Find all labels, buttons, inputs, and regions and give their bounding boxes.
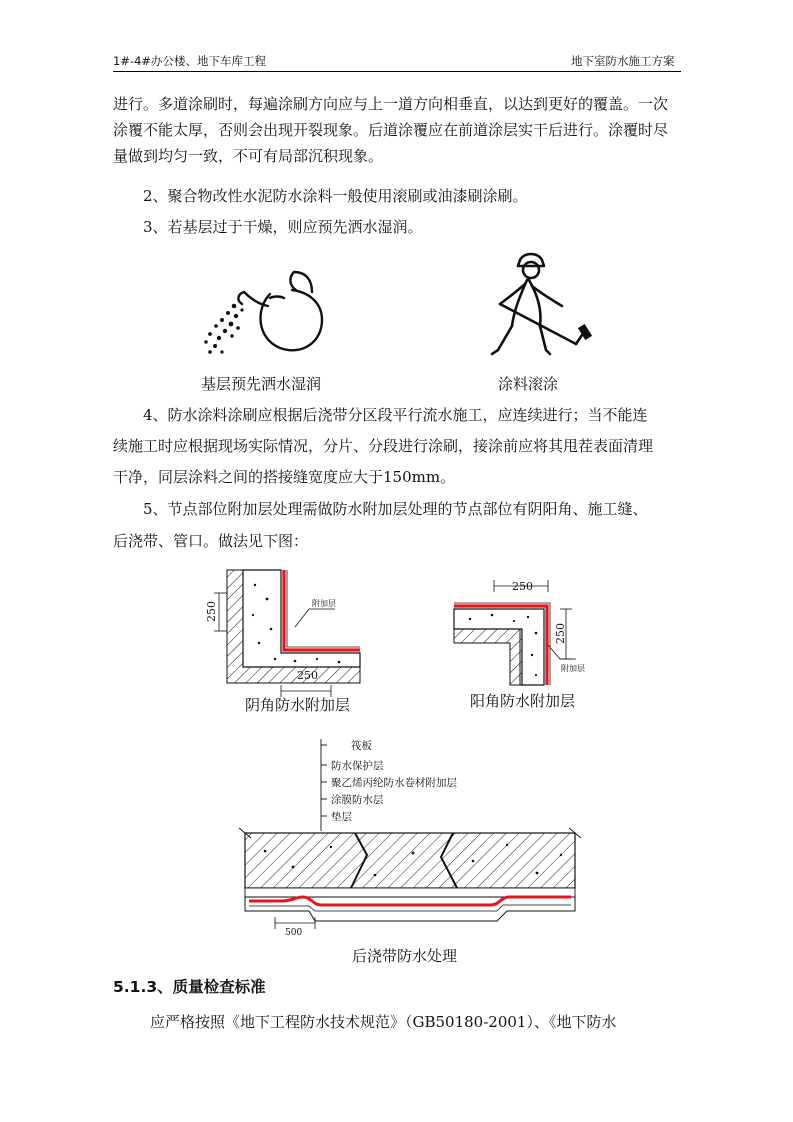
inner-corner-caption: 阴角防水附加层: [245, 696, 351, 714]
outer-corner-caption: 阳角防水附加层: [470, 692, 576, 710]
outer-corner-label: 附加层: [561, 664, 585, 673]
section-text: 应严格按照《地下工程防水技术规范》（GB50180-2001）、《地下防水: [150, 1013, 617, 1031]
inner-corner-label: 附加层: [312, 599, 336, 608]
outer-corner-dim-v: 250: [554, 623, 567, 644]
post-pour-label-4: 垫层: [331, 811, 352, 823]
roller-caption: 涂料滚涂: [498, 375, 559, 393]
inner-corner-dim-h: 250: [297, 669, 318, 682]
para4-line1: 4、防水涂料涂刷应根据后浇带分区段平行流水施工，应连续进行；当不能连: [143, 406, 648, 424]
roller-illustration: [480, 250, 600, 365]
para4-line3: 干净，同层涂料之间的搭接缝宽度应大于150mm。: [113, 468, 456, 486]
para3: 3、若基层过于干燥，则应预先洒水湿润。: [143, 218, 423, 236]
header-left: 1#-4#办公楼、地下车库工程: [113, 54, 267, 68]
post-pour-label-0: 筏板: [351, 740, 372, 752]
para5-line1: 5、节点部位附加层处理需做防水附加层处理的节点部位有阴阳角、施工缝、: [143, 500, 648, 518]
watering-caption: 基层预先洒水湿润: [201, 375, 322, 393]
post-pour-label-2: 聚乙烯丙纶防水卷材附加层: [331, 777, 457, 789]
inner-corner-diagram: [205, 565, 375, 715]
para1-line1: 进行。多道涂刷时，每遍涂刷方向应与上一道方向相垂直，以达到更好的覆盖。一次: [113, 95, 669, 113]
para1-line2: 涂覆不能太厚，否则会出现开裂现象。后道涂覆应在前道涂层实干后进行。涂覆时尽: [113, 121, 669, 139]
header-right: 地下室防水施工方案: [571, 54, 675, 68]
watering-can-illustration: [198, 268, 328, 364]
outer-corner-diagram: [440, 573, 610, 693]
para1-line3: 量做到均匀一致，不可有局部沉积现象。: [113, 147, 384, 165]
post-pour-caption: 后浇带防水处理: [352, 947, 458, 965]
inner-corner-dim-v: 250: [205, 601, 218, 622]
para4-line2: 续施工时应根据现场实际情况，分片、分段进行涂刷，接涂前应将其甩茬表面清理: [113, 437, 654, 455]
post-pour-label-1: 防水保护层: [331, 760, 384, 772]
post-pour-label-3: 涂膜防水层: [331, 794, 384, 806]
outer-corner-dim-h: 250: [512, 580, 533, 593]
section-heading: 5.1.3、质量检查标准: [113, 978, 266, 996]
post-pour-band-diagram: [235, 735, 585, 945]
header-rule: [113, 71, 681, 72]
para2: 2、聚合物改性水泥防水涂料一般使用滚刷或油漆刷涂刷。: [143, 187, 528, 205]
para5-line2: 后浇带、管口。做法见下图：: [113, 532, 309, 550]
post-pour-dim: 500: [285, 928, 303, 938]
